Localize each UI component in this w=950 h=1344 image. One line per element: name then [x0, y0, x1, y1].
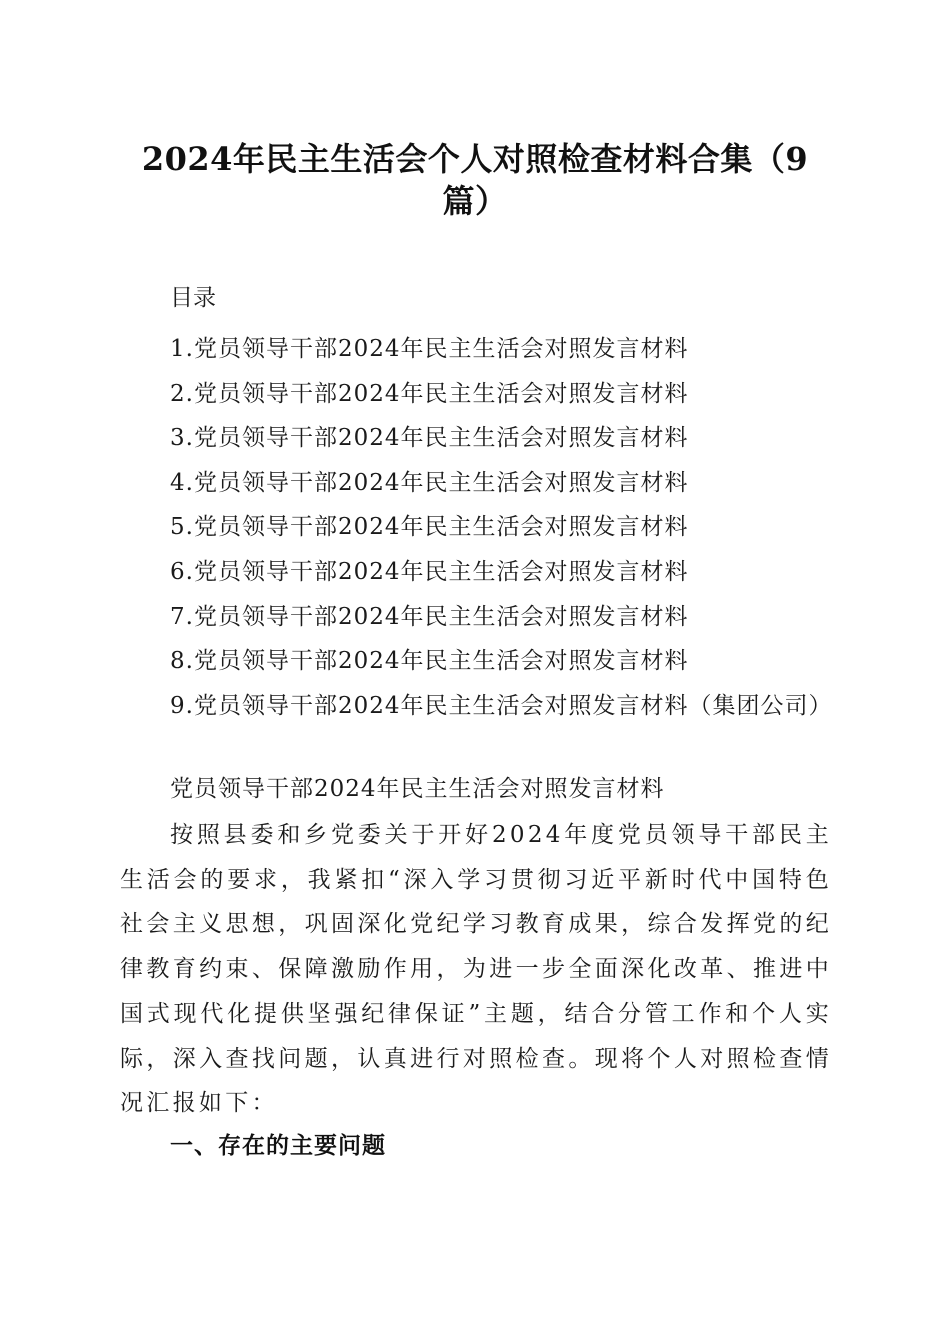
toc-item: 3.党员领导干部2024年民主生活会对照发言材料: [170, 425, 689, 452]
toc-item: 9.党员领导干部2024年民主生活会对照发言材料（集团公司）: [170, 692, 833, 719]
toc-item: 7.党员领导干部2024年民主生活会对照发言材料: [170, 603, 689, 630]
table-of-contents: [120, 327, 833, 728]
article-title: 党员领导干部2024年民主生活会对照发言材料: [170, 776, 665, 802]
section-heading: 一、存在的主要问题: [170, 1133, 386, 1159]
toc-item: 4.党员领导干部2024年民主生活会对照发言材料: [170, 469, 689, 496]
intro-paragraph: 按照县委和乡党委关于开好2024年度党员领导干部民主生活会的要求，我紧扣“深入学习贯彻习近平新时代中国特色社会主义思想，巩固深化党纪学习教育成果，综合发挥党的纪律教育约束、保障激励作用，为进一步全面深化改革、推进中国式现代化提供坚强纪律保证”主题，结合分管工作和个人实际，深入查找问题，认真进行对照检查。现将个人对照检查情况汇报如下：: [120, 822, 832, 1117]
toc-heading: 目录: [170, 285, 216, 311]
toc-item: 1.党员领导干部2024年民主生活会对照发言材料: [170, 336, 689, 362]
toc-item: 6.党员领导干部2024年民主生活会对照发言材料: [170, 558, 689, 585]
toc-item: 5.党员领导干部2024年民主生活会对照发言材料: [170, 514, 689, 541]
toc-item: 2.党员领导干部2024年民主生活会对照发言材料: [170, 380, 689, 407]
document-title: 2024年民主生活会个人对照检查材料合集（9篇）: [141, 140, 809, 220]
toc-item: 8.党员领导干部2024年民主生活会对照发言材料: [170, 648, 689, 675]
